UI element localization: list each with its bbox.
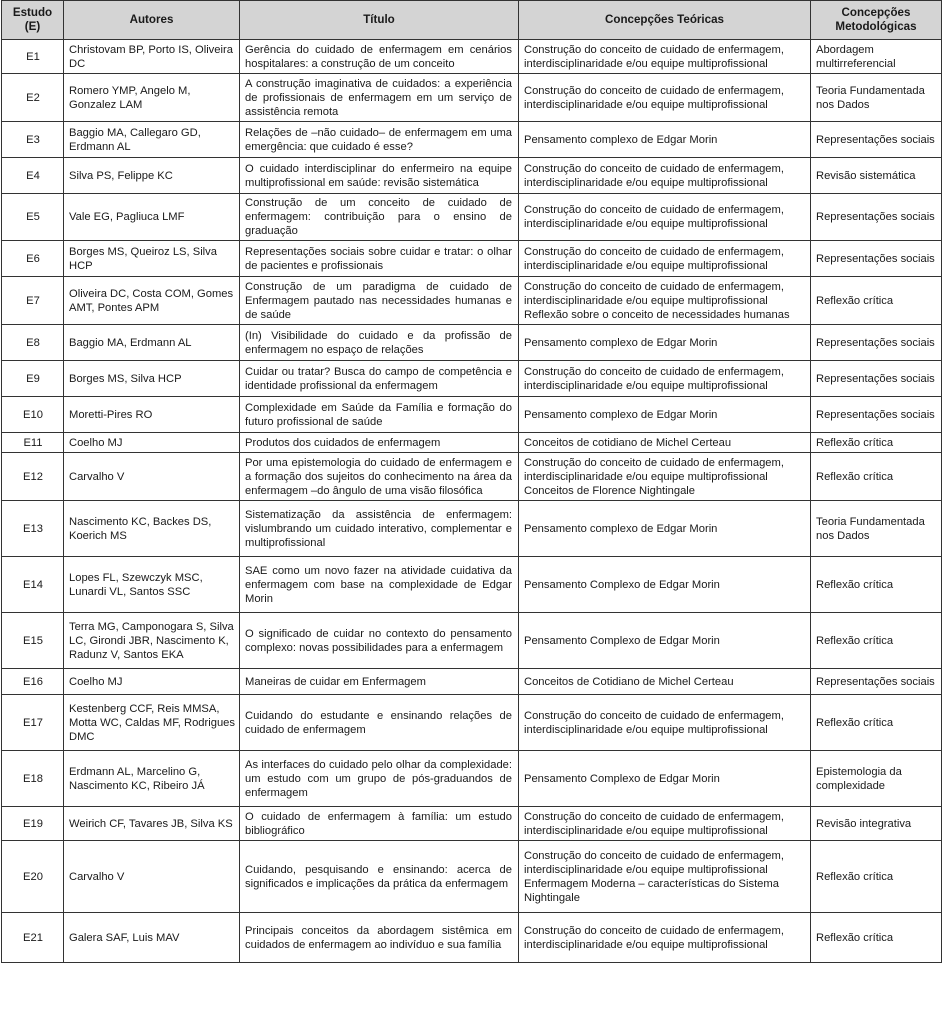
- cell-study-id: E9: [2, 361, 64, 397]
- table-row: [2, 325, 942, 361]
- cell-theoretical: Construção do conceito de cuidado de enfermagem, interdisciplinaridade e/ou equipe multiprofissional: [519, 158, 811, 194]
- table-row: [2, 669, 942, 695]
- cell-methodological: Reflexão crítica: [811, 841, 942, 913]
- cell-study-id: E8: [2, 325, 64, 361]
- cell-methodological: Revisão sistemática: [811, 158, 942, 194]
- table-row: [2, 194, 942, 241]
- cell-authors: Weirich CF, Tavares JB, Silva KS: [64, 807, 240, 841]
- cell-title: (In) Visibilidade do cuidado e da profissão de enfermagem no espaço de relações: [240, 325, 519, 361]
- cell-study-id: E16: [2, 669, 64, 695]
- cell-methodological: Representações sociais: [811, 122, 942, 158]
- cell-methodological: Representações sociais: [811, 325, 942, 361]
- cell-study-id: E21: [2, 913, 64, 963]
- header-theoretical: Concepções Teóricas: [519, 1, 811, 40]
- cell-theoretical: Construção do conceito de cuidado de enfermagem, interdisciplinaridade e/ou equipe multiprofissional: [519, 807, 811, 841]
- cell-title: Representações sociais sobre cuidar e tratar: o olhar de pacientes e profissionais: [240, 241, 519, 277]
- cell-methodological: Representações sociais: [811, 669, 942, 695]
- cell-authors: Carvalho V: [64, 453, 240, 501]
- cell-title: Produtos dos cuidados de enfermagem: [240, 433, 519, 453]
- cell-study-id: E20: [2, 841, 64, 913]
- cell-study-id: E10: [2, 397, 64, 433]
- cell-methodological: Revisão integrativa: [811, 807, 942, 841]
- table-row: [2, 913, 942, 963]
- cell-title: Por uma epistemologia do cuidado de enfermagem e a formação dos sujeitos do conhecimento na área da enfermagem –do ângulo de uma visão filosófica: [240, 453, 519, 501]
- header-authors: Autores: [64, 1, 240, 40]
- cell-methodological: Abordagem multirreferencial: [811, 40, 942, 74]
- header-title: Título: [240, 1, 519, 40]
- cell-authors: Romero YMP, Angelo M, Gonzalez LAM: [64, 74, 240, 122]
- cell-study-id: E2: [2, 74, 64, 122]
- cell-title: O cuidado interdisciplinar do enfermeiro na equipe multiprofissional em saúde: revisão sistemática: [240, 158, 519, 194]
- cell-study-id: E3: [2, 122, 64, 158]
- cell-authors: Carvalho V: [64, 841, 240, 913]
- cell-theoretical: Construção do conceito de cuidado de enfermagem, interdisciplinaridade e/ou equipe multiprofissional: [519, 695, 811, 751]
- cell-study-id: E12: [2, 453, 64, 501]
- cell-authors: Coelho MJ: [64, 669, 240, 695]
- cell-authors: Erdmann AL, Marcelino G, Nascimento KC, Ribeiro JÁ: [64, 751, 240, 807]
- cell-title: As interfaces do cuidado pelo olhar da complexidade: um estudo com um grupo de pós-graduandos de enfermagem: [240, 751, 519, 807]
- cell-methodological: Reflexão crítica: [811, 453, 942, 501]
- cell-methodological: Reflexão crítica: [811, 557, 942, 613]
- table-row: [2, 433, 942, 453]
- cell-theoretical: Construção do conceito de cuidado de enfermagem, interdisciplinaridade e/ou equipe multiprofissional Enfermagem Moderna – características do Sistema Nightingale: [519, 841, 811, 913]
- cell-methodological: Reflexão crítica: [811, 277, 942, 325]
- cell-theoretical: Construção do conceito de cuidado de enfermagem, interdisciplinaridade e/ou equipe multiprofissional Reflexão sobre o conceito de necessidades humanas: [519, 277, 811, 325]
- table-row: [2, 807, 942, 841]
- cell-title: Relações de –não cuidado– de enfermagem em uma emergência: que cuidado é esse?: [240, 122, 519, 158]
- cell-authors: Borges MS, Silva HCP: [64, 361, 240, 397]
- cell-theoretical: Conceitos de cotidiano de Michel Certeau: [519, 433, 811, 453]
- cell-methodological: Representações sociais: [811, 241, 942, 277]
- cell-theoretical: Pensamento Complexo de Edgar Morin: [519, 613, 811, 669]
- cell-study-id: E6: [2, 241, 64, 277]
- cell-authors: Terra MG, Camponogara S, Silva LC, Girondi JBR, Nascimento K, Radunz V, Santos EKA: [64, 613, 240, 669]
- cell-title: O cuidado de enfermagem à família: um estudo bibliográfico: [240, 807, 519, 841]
- cell-study-id: E13: [2, 501, 64, 557]
- cell-title: Sistematização da assistência de enfermagem: vislumbrando um cuidado interativo, complementar e multiprofissional: [240, 501, 519, 557]
- table-row: [2, 361, 942, 397]
- table-row: [2, 241, 942, 277]
- cell-theoretical: Construção do conceito de cuidado de enfermagem, interdisciplinaridade e/ou equipe multiprofissional: [519, 913, 811, 963]
- cell-authors: Moretti-Pires RO: [64, 397, 240, 433]
- cell-title: Gerência do cuidado de enfermagem em cenários hospitalares: a construção de um conceito: [240, 40, 519, 74]
- cell-theoretical: Construção do conceito de cuidado de enfermagem, interdisciplinaridade e/ou equipe multiprofissional Conceitos de Florence Nightingale: [519, 453, 811, 501]
- cell-theoretical: Construção do conceito de cuidado de enfermagem, interdisciplinaridade e/ou equipe multiprofissional: [519, 74, 811, 122]
- cell-authors: Galera SAF, Luis MAV: [64, 913, 240, 963]
- table-row: [2, 613, 942, 669]
- cell-methodological: Epistemologia da complexidade: [811, 751, 942, 807]
- cell-study-id: E11: [2, 433, 64, 453]
- cell-title: Maneiras de cuidar em Enfermagem: [240, 669, 519, 695]
- cell-title: Complexidade em Saúde da Família e formação do futuro profissional de saúde: [240, 397, 519, 433]
- cell-theoretical: Conceitos de Cotidiano de Michel Certeau: [519, 669, 811, 695]
- cell-authors: Baggio MA, Erdmann AL: [64, 325, 240, 361]
- cell-methodological: Representações sociais: [811, 361, 942, 397]
- table-row: [2, 74, 942, 122]
- cell-theoretical: Construção do conceito de cuidado de enfermagem, interdisciplinaridade e/ou equipe multiprofissional: [519, 361, 811, 397]
- cell-authors: Lopes FL, Szewczyk MSC, Lunardi VL, Santos SSC: [64, 557, 240, 613]
- cell-study-id: E19: [2, 807, 64, 841]
- cell-authors: Borges MS, Queiroz LS, Silva HCP: [64, 241, 240, 277]
- cell-study-id: E4: [2, 158, 64, 194]
- cell-authors: Christovam BP, Porto IS, Oliveira DC: [64, 40, 240, 74]
- cell-methodological: Representações sociais: [811, 397, 942, 433]
- cell-study-id: E17: [2, 695, 64, 751]
- cell-methodological: Reflexão crítica: [811, 613, 942, 669]
- table-row: [2, 40, 942, 74]
- cell-authors: Coelho MJ: [64, 433, 240, 453]
- cell-methodological: Reflexão crítica: [811, 695, 942, 751]
- table-row: [2, 501, 942, 557]
- table-row: [2, 158, 942, 194]
- cell-study-id: E5: [2, 194, 64, 241]
- table-row: [2, 557, 942, 613]
- cell-title: Cuidando, pesquisando e ensinando: acerca de significados e implicações da prática da enfermagem: [240, 841, 519, 913]
- cell-title: Cuidando do estudante e ensinando relações de cuidado de enfermagem: [240, 695, 519, 751]
- cell-authors: Vale EG, Pagliuca LMF: [64, 194, 240, 241]
- cell-theoretical: Construção do conceito de cuidado de enfermagem, interdisciplinaridade e/ou equipe multiprofissional: [519, 194, 811, 241]
- table-row: [2, 397, 942, 433]
- cell-theoretical: Pensamento complexo de Edgar Morin: [519, 325, 811, 361]
- cell-study-id: E14: [2, 557, 64, 613]
- cell-methodological: Teoria Fundamentada nos Dados: [811, 74, 942, 122]
- cell-theoretical: Pensamento complexo de Edgar Morin: [519, 501, 811, 557]
- cell-theoretical: Pensamento Complexo de Edgar Morin: [519, 751, 811, 807]
- cell-title: A construção imaginativa de cuidados: a experiência de profissionais de enfermagem em um serviço de assistência remota: [240, 74, 519, 122]
- cell-methodological: Reflexão crítica: [811, 913, 942, 963]
- table-header-row: [2, 1, 942, 40]
- cell-title: Principais conceitos da abordagem sistêmica em cuidados de enfermagem ao indivíduo e sua família: [240, 913, 519, 963]
- cell-theoretical: Pensamento complexo de Edgar Morin: [519, 122, 811, 158]
- cell-authors: Nascimento KC, Backes DS, Koerich MS: [64, 501, 240, 557]
- cell-authors: Oliveira DC, Costa COM, Gomes AMT, Pontes APM: [64, 277, 240, 325]
- cell-authors: Kestenberg CCF, Reis MMSA, Motta WC, Caldas MF, Rodrigues DMC: [64, 695, 240, 751]
- table-row: [2, 277, 942, 325]
- table-row: [2, 841, 942, 913]
- cell-methodological: Teoria Fundamentada nos Dados: [811, 501, 942, 557]
- cell-title: SAE como um novo fazer na atividade cuidativa da enfermagem com base na complexidade de Edgar Morin: [240, 557, 519, 613]
- cell-study-id: E15: [2, 613, 64, 669]
- cell-title: O significado de cuidar no contexto do pensamento complexo: novas possibilidades para a enfermagem: [240, 613, 519, 669]
- cell-authors: Silva PS, Felippe KC: [64, 158, 240, 194]
- cell-authors: Baggio MA, Callegaro GD, Erdmann AL: [64, 122, 240, 158]
- cell-study-id: E7: [2, 277, 64, 325]
- cell-methodological: Reflexão crítica: [811, 433, 942, 453]
- header-study: Estudo (E): [2, 1, 64, 40]
- cell-title: Construção de um paradigma de cuidado de Enfermagem pautado nas necessidades humanas e de saúde: [240, 277, 519, 325]
- cell-study-id: E18: [2, 751, 64, 807]
- cell-title: Construção de um conceito de cuidado de enfermagem: contribuição para o ensino de graduação: [240, 194, 519, 241]
- cell-theoretical: Pensamento complexo de Edgar Morin: [519, 397, 811, 433]
- table-row: [2, 695, 942, 751]
- cell-theoretical: Pensamento Complexo de Edgar Morin: [519, 557, 811, 613]
- cell-theoretical: Construção do conceito de cuidado de enfermagem, interdisciplinaridade e/ou equipe multiprofissional: [519, 40, 811, 74]
- table-row: [2, 453, 942, 501]
- studies-table: [1, 0, 942, 963]
- header-methodological: Concepções Metodológicas: [811, 1, 942, 40]
- cell-theoretical: Construção do conceito de cuidado de enfermagem, interdisciplinaridade e/ou equipe multiprofissional: [519, 241, 811, 277]
- table-row: [2, 751, 942, 807]
- cell-title: Cuidar ou tratar? Busca do campo de competência e identidade profissional da enfermagem: [240, 361, 519, 397]
- cell-methodological: Representações sociais: [811, 194, 942, 241]
- cell-study-id: E1: [2, 40, 64, 74]
- table-row: [2, 122, 942, 158]
